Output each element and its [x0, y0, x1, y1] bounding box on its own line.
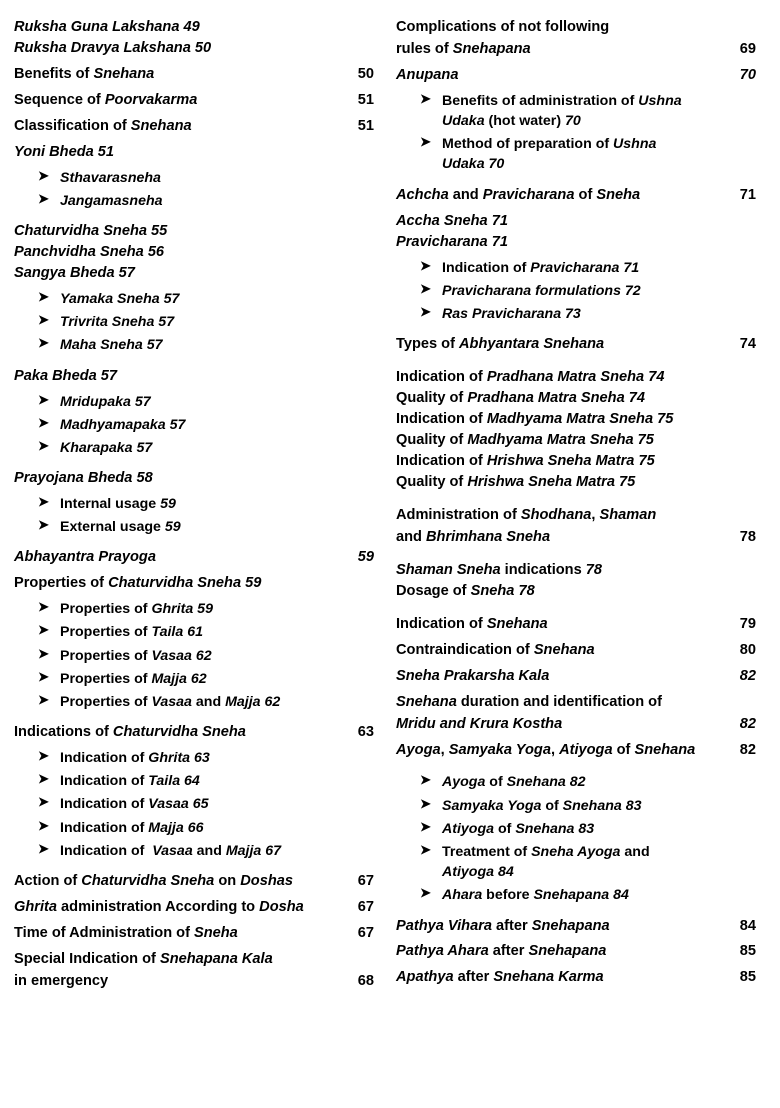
toc-entry-label: Chaturvidha Sneha 55: [14, 223, 168, 240]
arrow-icon: ➤: [38, 668, 49, 684]
toc-subentry: [14, 819, 374, 837]
toc-entry: [396, 452, 756, 471]
toc-entry: [14, 723, 374, 742]
toc-subentry: [396, 820, 756, 838]
toc-subentry-label: Indication of Vasaa and Majja 67: [60, 842, 282, 859]
toc-subentry-label: Mridupaka 57: [60, 393, 151, 410]
toc-entry-label: Pathya Ahara after Snehapana: [396, 943, 607, 960]
toc-entry-label: Quality of Pradhana Matra Sneha 74: [396, 389, 645, 406]
arrow-icon: ➤: [38, 840, 49, 856]
arrow-icon: ➤: [38, 289, 49, 305]
toc-entry: [396, 410, 756, 429]
toc-entry-label: Sangya Bheda 57: [14, 265, 135, 282]
toc-entry-page: 78: [739, 528, 756, 545]
toc-subentry: [396, 797, 756, 815]
toc-entry-page: 67: [357, 924, 374, 941]
toc-right-column: [396, 18, 756, 1098]
toc-subentry-continuation: [396, 112, 756, 130]
toc-entry: [14, 143, 374, 162]
toc-entry-label: Yoni Bheda 51: [14, 143, 115, 160]
toc-entry-label: Indication of Snehana: [396, 615, 548, 632]
toc-entry-page: 59: [357, 549, 374, 566]
toc-subentry: [14, 313, 374, 331]
toc-entry: [396, 582, 756, 601]
toc-entry-label: Ruksha Dravya Lakshana 50: [14, 39, 212, 56]
toc-entry: [14, 950, 374, 969]
toc-entry: [396, 693, 756, 712]
arrow-icon: ➤: [420, 303, 431, 319]
toc-entry-page: 82: [739, 667, 756, 684]
toc-entry-page: 63: [357, 724, 374, 741]
toc-subentry-label: External usage 59: [60, 519, 181, 536]
toc-subentry-label: Ras Pravicharana 73: [442, 305, 581, 322]
toc-subentry-label: Pravicharana formulations 72: [442, 282, 641, 299]
toc-entry-label: Ghrita administration According to Dosha: [14, 898, 304, 915]
toc-entry: [14, 548, 374, 567]
toc-subentry-label: Internal usage 59: [60, 496, 176, 513]
toc-subentry-label: Properties of Vasaa and Majja 62: [60, 694, 281, 710]
toc-entry: [14, 39, 374, 58]
toc-entry-page: 80: [739, 641, 756, 658]
toc-subentry-label: Ahara before Snehapana 84: [442, 887, 629, 904]
arrow-icon: ➤: [38, 622, 49, 638]
toc-subentry: [14, 416, 374, 434]
toc-subentry-label: Udaka (hot water) 70: [442, 113, 581, 130]
toc-subentry-label: Indication of Taila 64: [60, 773, 200, 790]
arrow-icon: ➤: [38, 190, 49, 206]
toc-subentry: [14, 647, 374, 665]
toc-entry-page: 74: [739, 336, 756, 353]
toc-entry: [396, 18, 756, 37]
toc-subentry-label: Ayoga of Snehana 82: [442, 774, 586, 791]
arrow-icon: ➤: [420, 280, 431, 296]
toc-entry: [396, 368, 756, 387]
toc-subentry-label: Kharapaka 57: [60, 439, 153, 456]
toc-entry-label: Sneha Prakarsha Kala: [396, 667, 550, 684]
toc-entry-label: Prayojana Bheda 58: [14, 470, 153, 487]
toc-subentry: [14, 693, 374, 711]
toc-entry: [396, 335, 756, 354]
toc-subentry-label: Samyaka Yoga of Snehana 83: [442, 797, 642, 814]
arrow-icon: ➤: [420, 885, 431, 901]
toc-entry-page: 67: [357, 898, 374, 915]
toc-entry-label: Indication of Madhyama Matra Sneha 75: [396, 410, 674, 427]
toc-subentry: [396, 305, 756, 323]
toc-subentry: [14, 600, 374, 618]
toc-subentry-label: Indication of Pravicharana 71: [442, 259, 640, 276]
toc-entry-label: Contraindication of Snehana: [396, 641, 595, 658]
toc-entry: [396, 528, 756, 547]
toc-entry: [396, 506, 756, 525]
toc-entry-label: Time of Administration of Sneha: [14, 924, 238, 941]
toc-entry-label: Panchvidha Sneha 56: [14, 244, 165, 261]
toc-subentry: [14, 623, 374, 641]
toc-subentry-label: Sthavarasneha: [60, 169, 161, 186]
toc-subentry-label: Jangamasneha: [60, 192, 163, 209]
arrow-icon: ➤: [420, 772, 431, 788]
toc-entry: [396, 66, 756, 85]
toc-entry: [396, 212, 756, 231]
toc-subentry-label: Properties of Majja 62: [60, 670, 207, 687]
arrow-icon: ➤: [38, 335, 49, 351]
toc-subentry-continuation: [396, 863, 756, 881]
toc-subentry: [14, 670, 374, 688]
toc-entry-page: 70: [739, 66, 756, 83]
arrow-icon: ➤: [420, 257, 431, 273]
arrow-icon: ➤: [38, 517, 49, 533]
arrow-icon: ➤: [420, 842, 431, 857]
toc-subentry-label: Benefits of administration of Ushna: [442, 92, 682, 109]
toc-subentry: [14, 336, 374, 354]
toc-entry: [396, 968, 756, 987]
toc-entry: [14, 367, 374, 386]
toc-subentry: [396, 773, 756, 791]
toc-subentry: [14, 749, 374, 767]
toc-entry-label: Dosage of Sneha 78: [396, 582, 535, 599]
toc-entry-page: 82: [739, 741, 756, 758]
toc-entry-label: Ruksha Guna Lakshana 49: [14, 19, 200, 35]
arrow-icon: ➤: [38, 771, 49, 787]
toc-entry: [14, 872, 374, 891]
toc-entry: [14, 264, 374, 283]
toc-entry-page: 68: [357, 972, 374, 989]
toc-subentry-label: Trivrita Sneha 57: [60, 314, 175, 331]
toc-subentry: [14, 772, 374, 790]
toc-subentry-label: Treatment of Sneha Ayoga and: [442, 844, 650, 860]
toc-entry: [396, 942, 756, 961]
toc-subentry: [14, 439, 374, 457]
toc-subentry: [14, 795, 374, 813]
toc-entry: [14, 65, 374, 84]
toc-entry-label: Anupana: [396, 66, 459, 83]
toc-subentry: [14, 169, 374, 187]
toc-subentry-label: Udaka 70: [442, 156, 505, 173]
toc-entry: [396, 917, 756, 936]
toc-entry-page: 79: [739, 615, 756, 632]
toc-entry-label: Properties of Chaturvidha Sneha 59: [14, 575, 262, 592]
toc-subentry-label: Properties of Ghrita 59: [60, 601, 213, 618]
toc-entry-label: Shaman Sneha indications 78: [396, 561, 602, 578]
toc-entry: [14, 924, 374, 943]
arrow-icon: ➤: [38, 494, 49, 510]
toc-subentry-label: Maha Sneha 57: [60, 337, 163, 354]
toc-subentry-label: Yamaka Sneha 57: [60, 291, 180, 308]
toc-entry: [396, 186, 756, 205]
toc-subentry-label: Indication of Vasaa 65: [60, 796, 209, 813]
toc-entry: [396, 715, 756, 734]
toc-subentry-label: Method of preparation of Ushna: [442, 136, 657, 153]
toc-subentry-label: Properties of Taila 61: [60, 624, 203, 641]
toc-entry-label: Snehana duration and identification of: [396, 693, 662, 710]
toc-subentry-label: Indication of Ghrita 63: [60, 750, 210, 767]
toc-entry-label: Pravicharana 71: [396, 233, 508, 250]
toc-entry-page: 71: [739, 186, 756, 203]
arrow-icon: ➤: [38, 167, 49, 183]
arrow-icon: ➤: [420, 134, 431, 150]
toc-entry-label: Quality of Hrishwa Sneha Matra 75: [396, 473, 636, 490]
toc-entry-page: 51: [357, 91, 374, 108]
arrow-icon: ➤: [420, 795, 431, 811]
arrow-icon: ➤: [38, 817, 49, 833]
toc-entry-page: 69: [739, 40, 756, 57]
toc-subentry-label: Atiyoga of Snehana 83: [442, 820, 595, 837]
toc-subentry-label: Indication of Majja 66: [60, 819, 204, 836]
arrow-icon: ➤: [38, 391, 49, 407]
toc-entry-label: Indication of Hrishwa Sneha Matra 75: [396, 452, 655, 469]
toc-entry: [14, 91, 374, 110]
toc-entry-label: Sequence of Poorvakarma: [14, 91, 198, 108]
toc-entry: [396, 40, 756, 59]
toc-subentry: [14, 393, 374, 411]
toc-entry: [396, 473, 756, 492]
arrow-icon: ➤: [38, 794, 49, 810]
toc-entry-label: Administration of Shodhana, Shaman: [396, 506, 657, 523]
toc-entry-label: Abhayantra Prayoga: [14, 549, 156, 566]
toc-subentry: [14, 518, 374, 536]
toc-entry-label: Indications of Chaturvidha Sneha: [14, 724, 246, 741]
toc-subentry: [396, 135, 756, 153]
arrow-icon: ➤: [38, 312, 49, 328]
toc-subentry: [14, 842, 374, 860]
toc-entry-page: 84: [739, 917, 756, 934]
toc-entry: [14, 243, 374, 262]
toc-entry-label: Accha Sneha 71: [396, 212, 508, 229]
toc-entry-page: 50: [357, 65, 374, 82]
toc-subentry: [14, 192, 374, 210]
toc-entry-label: Achcha and Pravicharana of Sneha: [396, 186, 641, 203]
arrow-icon: ➤: [38, 748, 49, 764]
toc-entry: [396, 389, 756, 408]
toc-subentry: [396, 886, 756, 904]
toc-entry-page: 82: [739, 715, 756, 732]
toc-entry: [396, 561, 756, 580]
toc-entry: [14, 574, 374, 593]
toc-entry-label: Classification of Snehana: [14, 117, 192, 134]
toc-entry-label: Paka Bheda 57: [14, 367, 118, 384]
toc-entry-label: rules of Snehapana: [396, 40, 531, 57]
toc-subentry: [396, 282, 756, 300]
toc-entry-label: Types of Abhyantara Snehana: [396, 336, 605, 353]
toc-entry: [14, 898, 374, 917]
toc-entry: [396, 641, 756, 660]
toc-entry: [396, 233, 756, 252]
toc-entry-label: Indication of Pradhana Matra Sneha 74: [396, 368, 665, 385]
toc-subentry: [14, 495, 374, 513]
toc-subentry: [396, 92, 756, 110]
toc-subentry-label: Properties of Vasaa 62: [60, 647, 212, 664]
toc-entry: [14, 469, 374, 488]
toc-entry-label: Complications of not following: [396, 19, 610, 35]
toc-entry-label: Special Indication of Snehapana Kala: [14, 950, 273, 967]
toc-entry: [396, 667, 756, 686]
arrow-icon: ➤: [38, 437, 49, 453]
toc-left-column: [14, 18, 374, 1098]
arrow-icon: ➤: [38, 692, 49, 707]
arrow-icon: ➤: [38, 414, 49, 430]
toc-entry: [396, 615, 756, 634]
toc-entry-label: Action of Chaturvidha Sneha on Doshas: [14, 873, 293, 889]
toc-subentry: [14, 290, 374, 308]
toc-entry: [14, 972, 374, 991]
toc-subentry: [396, 259, 756, 277]
toc-entry-label: in emergency: [14, 972, 109, 989]
toc-entry: [396, 741, 756, 760]
toc-subentry-label: Madhyamapaka 57: [60, 416, 186, 433]
toc-subentry-label: Atiyoga 84: [442, 864, 514, 881]
toc-entry: [14, 18, 374, 37]
toc-entry-label: Mridu and Krura Kostha: [396, 715, 563, 732]
toc-entry: [396, 431, 756, 450]
toc-entry-page: 85: [739, 943, 756, 960]
toc-subentry-continuation: [396, 155, 756, 173]
toc-entry-label: and Bhrimhana Sneha: [396, 528, 551, 545]
toc-entry-label: Apathya after Snehana Karma: [396, 969, 604, 986]
arrow-icon: ➤: [38, 645, 49, 661]
arrow-icon: ➤: [38, 599, 49, 615]
toc-entry-label: Quality of Madhyama Matra Sneha 75: [396, 431, 654, 448]
arrow-icon: ➤: [420, 90, 431, 106]
toc-subentry: [396, 843, 756, 861]
arrow-icon: ➤: [420, 818, 431, 834]
toc-entry-label: Ayoga, Samyaka Yoga, Atiyoga of Snehana: [396, 741, 696, 758]
toc-entry-label: Pathya Vihara after Snehapana: [396, 917, 610, 934]
toc-entry: [14, 222, 374, 241]
toc-entry-page: 67: [357, 873, 374, 889]
toc-entry-label: Benefits of Snehana: [14, 65, 155, 82]
toc-entry-page: 85: [739, 969, 756, 986]
toc-entry: [14, 117, 374, 136]
toc-entry-page: 51: [357, 117, 374, 134]
